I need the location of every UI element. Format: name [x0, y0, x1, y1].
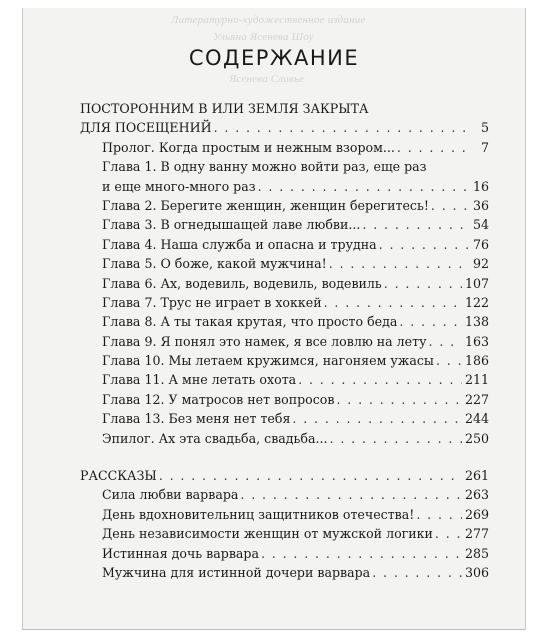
dot-leader — [159, 466, 462, 485]
show-through-line-1: Литературно-художественное издание — [171, 14, 366, 26]
toc-entry-title: Глава 6. Ах, водевиль, водевиль, водевиль — [102, 275, 382, 291]
toc-page-number: 122 — [464, 294, 489, 310]
toc-page-number: 285 — [464, 545, 489, 561]
toc-entry-title: ДЛЯ ПОСЕЩЕНИЙ — [80, 120, 212, 136]
toc-page-number: 92 — [472, 256, 489, 272]
toc-entry-title: Пролог. Когда простым и нежным взором... — [102, 139, 395, 155]
toc-page-number: 244 — [464, 411, 489, 427]
dot-leader — [416, 505, 462, 524]
toc-entry-title: Глава 4. Наша служба и опасна и трудна — [102, 236, 377, 252]
toc-entry — [80, 312, 489, 331]
dot-leader — [336, 390, 461, 409]
toc-entry — [80, 177, 489, 196]
toc-entry — [80, 215, 489, 234]
toc-entry — [80, 351, 489, 370]
toc-entry — [80, 409, 489, 428]
toc-page-number: 7 — [480, 139, 489, 155]
toc-entry — [80, 544, 489, 563]
toc-entry — [80, 196, 489, 215]
toc-entry — [80, 370, 489, 389]
toc-page-number: 107 — [464, 275, 489, 291]
toc-entry — [80, 429, 489, 448]
show-through-line-2: Ульяна Ясенева Шоу — [213, 31, 314, 43]
dot-leader — [362, 215, 470, 234]
toc-page-number: 277 — [464, 526, 489, 542]
toc-entry-title: Глава 3. В огнедышащей лаве любви... — [102, 217, 361, 233]
dot-leader — [329, 254, 470, 273]
toc-page-number: 138 — [464, 314, 489, 330]
dot-leader — [261, 544, 462, 563]
toc-entry-title: Сила любви варвара — [102, 487, 239, 503]
dot-leader — [399, 312, 462, 331]
toc-entry-title: Истинная дочь варвара — [102, 545, 259, 561]
dot-leader — [292, 409, 462, 428]
toc-part-heading — [80, 99, 489, 118]
toc-entry — [80, 138, 489, 157]
toc-entry — [80, 524, 489, 543]
toc-entry-title: Глава 1. В одну ванну можно войти раз, еще раз — [102, 159, 427, 175]
table-of-contents — [80, 99, 489, 582]
toc-entry — [80, 157, 489, 176]
dot-leader — [298, 370, 462, 389]
toc-entry-title: Глава 7. Трус не играет в хоккей — [102, 294, 322, 310]
dot-leader — [330, 429, 462, 448]
toc-entry — [80, 274, 489, 293]
toc-entry-title: Глава 9. Я понял это намек, я все ловлю на лету — [102, 333, 427, 349]
toc-page-number: 227 — [464, 391, 489, 407]
dot-leader — [372, 563, 462, 582]
toc-page-number: 269 — [464, 506, 489, 522]
toc-entry-title: День вдохновительниц защитников отечества! — [102, 506, 415, 522]
dot-leader — [240, 485, 462, 504]
dot-leader — [436, 351, 462, 370]
toc-page-number: 263 — [464, 487, 489, 503]
page-title: СОДЕРЖАНИЕ — [188, 46, 360, 70]
dot-leader — [384, 274, 462, 293]
toc-page-number: 54 — [472, 217, 489, 233]
toc-entry — [80, 293, 489, 312]
toc-entry-title: День независимости женщин от мужской логики — [102, 526, 433, 542]
toc-entry — [80, 332, 489, 351]
toc-entry — [80, 254, 489, 273]
toc-page-number: 5 — [480, 120, 489, 136]
toc-entry — [80, 505, 489, 524]
toc-entry-title: ПОСТОРОННИМ В ИЛИ ЗЕМЛЯ ЗАКРЫТА — [80, 101, 369, 116]
toc-entry-title: Глава 2. Берегите женщин, женщин берегитесь! — [102, 197, 429, 213]
toc-entry — [80, 235, 489, 254]
toc-page-number: 250 — [464, 430, 489, 446]
section-gap — [80, 448, 489, 466]
toc-page-number: 36 — [472, 197, 489, 213]
dot-leader — [435, 524, 462, 543]
toc-entry-title: Эпилог. Ах эта свадьба, свадьба... — [102, 430, 328, 446]
toc-page-number: 163 — [464, 333, 489, 349]
toc-entry-title: Глава 13. Без меня нет тебя — [102, 411, 291, 427]
toc-entry-title: Мужчина для истинной дочери варвара — [102, 564, 371, 580]
dot-leader — [379, 235, 470, 254]
toc-entry-title: Глава 5. О боже, какой мужчина! — [102, 256, 327, 272]
toc-page-number: 76 — [472, 236, 489, 252]
toc-entry-title: Глава 11. А мне летать охота — [102, 372, 297, 388]
show-through-line-3: Ясенева Сливье — [229, 73, 305, 85]
toc-page-number: 16 — [472, 178, 489, 194]
dot-leader — [324, 293, 462, 312]
toc-page-number: 261 — [464, 468, 489, 484]
toc-entry-title: Глава 8. А ты такая крутая, что просто беда — [102, 314, 398, 330]
dot-leader — [214, 118, 470, 137]
toc-entry-title: и еще много-много раз — [102, 178, 256, 194]
toc-page-number: 186 — [464, 353, 489, 369]
toc-entry-title: РАССКАЗЫ — [80, 468, 157, 484]
toc-entry — [80, 563, 489, 582]
dot-leader — [431, 196, 470, 215]
toc-entry-title: Глава 10. Мы летаем кружимся, нагоняем ужасы — [102, 353, 434, 369]
toc-page-number: 306 — [464, 564, 489, 580]
toc-page-number: 211 — [464, 372, 489, 388]
dot-leader — [429, 332, 462, 351]
dot-leader — [397, 138, 470, 157]
toc-entry — [80, 390, 489, 409]
toc-entry-title: Глава 12. У матросов нет вопросов — [102, 391, 335, 407]
toc-part-heading — [80, 466, 489, 485]
dot-leader — [258, 177, 470, 196]
toc-entry — [80, 485, 489, 504]
toc-part-heading — [80, 118, 489, 137]
